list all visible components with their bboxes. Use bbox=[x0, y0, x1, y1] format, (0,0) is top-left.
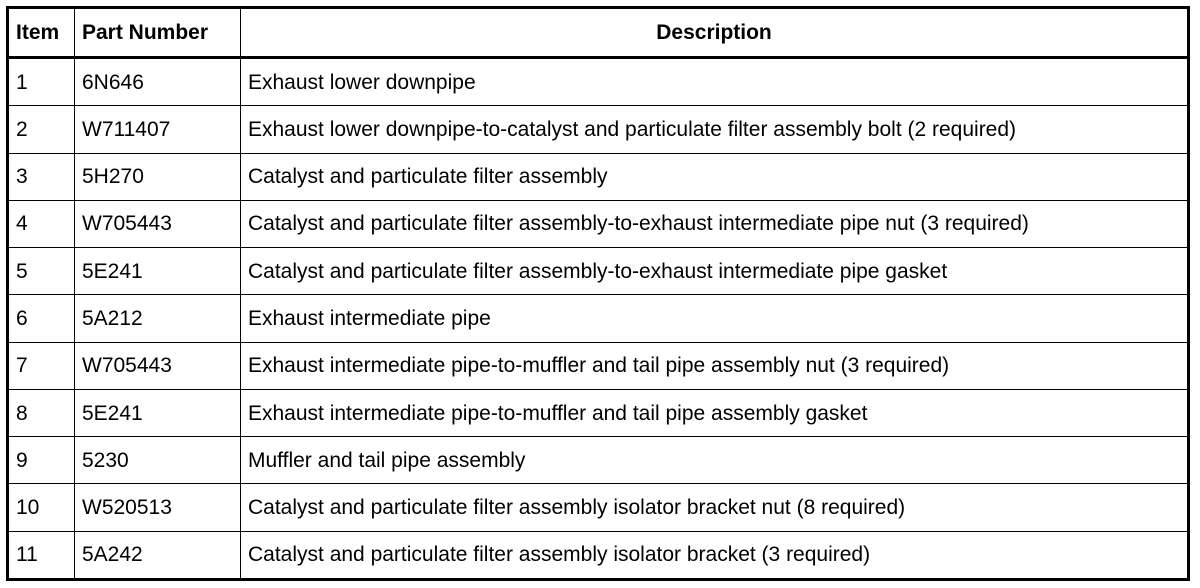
cell-part-number: W705443 bbox=[75, 342, 241, 389]
cell-item: 2 bbox=[8, 106, 75, 153]
cell-item: 6 bbox=[8, 295, 75, 342]
cell-item: 1 bbox=[8, 58, 75, 106]
header-row bbox=[8, 8, 1189, 58]
cell-item: 10 bbox=[8, 484, 75, 531]
cell-description: Catalyst and particulate filter assembly-to-exhaust intermediate pipe nut (3 required) bbox=[241, 200, 1189, 247]
cell-description: Catalyst and particulate filter assembly-to-exhaust intermediate pipe gasket bbox=[241, 248, 1189, 295]
table-row bbox=[8, 295, 1189, 342]
table-row bbox=[8, 484, 1189, 531]
cell-item: 9 bbox=[8, 437, 75, 484]
table-body bbox=[8, 58, 1189, 580]
cell-part-number: 5H270 bbox=[75, 153, 241, 200]
cell-description: Exhaust intermediate pipe-to-muffler and tail pipe assembly gasket bbox=[241, 389, 1189, 436]
cell-description: Muffler and tail pipe assembly bbox=[241, 437, 1189, 484]
cell-item: 4 bbox=[8, 200, 75, 247]
table-row bbox=[8, 200, 1189, 247]
cell-part-number: W520513 bbox=[75, 484, 241, 531]
cell-description: Catalyst and particulate filter assembly isolator bracket (3 required) bbox=[241, 531, 1189, 579]
cell-part-number: 5A212 bbox=[75, 295, 241, 342]
cell-description: Exhaust lower downpipe-to-catalyst and particulate filter assembly bolt (2 required) bbox=[241, 106, 1189, 153]
table-row bbox=[8, 389, 1189, 436]
cell-description: Catalyst and particulate filter assembly isolator bracket nut (8 required) bbox=[241, 484, 1189, 531]
cell-part-number: W705443 bbox=[75, 200, 241, 247]
cell-part-number: W711407 bbox=[75, 106, 241, 153]
cell-description: Exhaust intermediate pipe bbox=[241, 295, 1189, 342]
header-part-number: Part Number bbox=[75, 8, 241, 58]
cell-part-number: 6N646 bbox=[75, 58, 241, 106]
cell-part-number: 5E241 bbox=[75, 248, 241, 295]
cell-item: 7 bbox=[8, 342, 75, 389]
cell-item: 3 bbox=[8, 153, 75, 200]
table-row bbox=[8, 531, 1189, 579]
table-header bbox=[8, 8, 1189, 58]
cell-part-number: 5230 bbox=[75, 437, 241, 484]
table-row bbox=[8, 58, 1189, 106]
cell-part-number: 5A242 bbox=[75, 531, 241, 579]
header-item: Item bbox=[8, 8, 75, 58]
table-row bbox=[8, 106, 1189, 153]
parts-table bbox=[6, 6, 1190, 581]
cell-item: 5 bbox=[8, 248, 75, 295]
header-description: Description bbox=[241, 8, 1189, 58]
table-row bbox=[8, 437, 1189, 484]
cell-description: Exhaust intermediate pipe-to-muffler and tail pipe assembly nut (3 required) bbox=[241, 342, 1189, 389]
table-row bbox=[8, 342, 1189, 389]
table-row bbox=[8, 153, 1189, 200]
cell-part-number: 5E241 bbox=[75, 389, 241, 436]
cell-item: 11 bbox=[8, 531, 75, 579]
cell-description: Catalyst and particulate filter assembly bbox=[241, 153, 1189, 200]
cell-description: Exhaust lower downpipe bbox=[241, 58, 1189, 106]
cell-item: 8 bbox=[8, 389, 75, 436]
table-row bbox=[8, 248, 1189, 295]
